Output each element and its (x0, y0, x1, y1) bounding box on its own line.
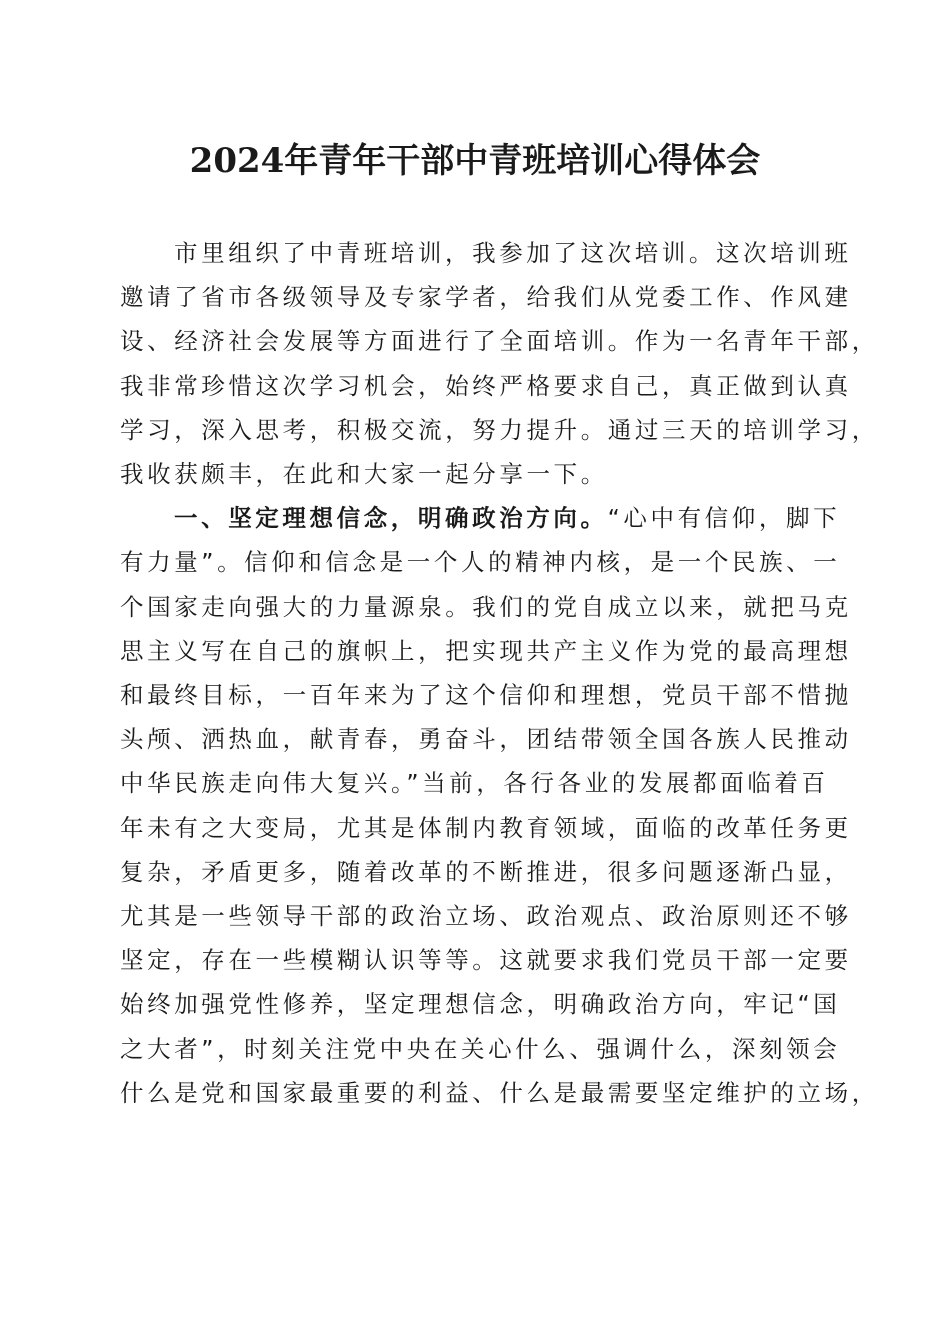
paragraph-line: 有力量”。信仰和信念是一个人的精神内核，是一个民族、一 (120, 548, 841, 577)
section-heading: 一、坚定理想信念，明确政治方向。 (174, 504, 608, 533)
document-title: 2024年青年干部中青班培训心得体会 (189, 141, 761, 181)
paragraph-line: 设、经济社会发展等方面进行了全面培训。作为一名青年干部， (120, 327, 879, 356)
paragraph-line: 学习，深入思考，积极交流，努力提升。通过三天的培训学习， (120, 415, 879, 444)
paragraph-section-one (120, 496, 879, 1115)
paragraph-line: 什么是党和国家最重要的利益、什么是最需要坚定维护的立场， (120, 1078, 879, 1107)
paragraph-line: 邀请了省市各级领导及专家学者，给我们从党委工作、作风建 (120, 283, 852, 312)
paragraph-line: 复杂，矛盾更多，随着改革的不断推进，很多问题逐渐凸显， (120, 857, 852, 886)
paragraph-intro (120, 231, 879, 496)
paragraph-line: 尤其是一些领导干部的政治立场、政治观点、政治原则还不够 (120, 902, 852, 931)
paragraph-line: 年未有之大变局，尤其是体制内教育领域，面临的改革任务更 (120, 813, 852, 842)
paragraph-line: 我收获颇丰，在此和大家一起分享一下。 (120, 460, 608, 489)
paragraph-line: 之大者”，时刻关注党中央在关心什么、强调什么，深刻领会 (120, 1034, 841, 1063)
paragraph-line: 思主义写在自己的旗帜上，把实现共产主义作为党的最高理想 (120, 636, 852, 665)
paragraph-line: 我非常珍惜这次学习机会，始终严格要求自己，真正做到认真 (120, 371, 852, 400)
paragraph-line: 坚定，存在一些模糊认识等等。这就要求我们党员干部一定要 (120, 946, 852, 975)
section-first-line-text: “心中有信仰，脚下 (607, 504, 841, 533)
paragraph-line: 始终加强党性修养，坚定理想信念，明确政治方向，牢记“国 (120, 990, 841, 1019)
paragraph-line (120, 496, 841, 540)
paragraph-line: 个国家走向强大的力量源泉。我们的党自成立以来，就把马克 (120, 592, 852, 621)
paragraph-line: 和最终目标，一百年来为了这个信仰和理想，党员干部不惜抛 (120, 681, 852, 710)
paragraph-line: 中华民族走向伟大复兴。”当前，各行各业的发展都面临着百 (120, 769, 829, 798)
document-body (120, 231, 879, 1115)
paragraph-line: 市里组织了中青班培训，我参加了这次培训。这次培训班 (174, 239, 852, 267)
paragraph-line: 头颅、洒热血，献青春，勇奋斗，团结带领全国各族人民推动 (120, 725, 852, 754)
